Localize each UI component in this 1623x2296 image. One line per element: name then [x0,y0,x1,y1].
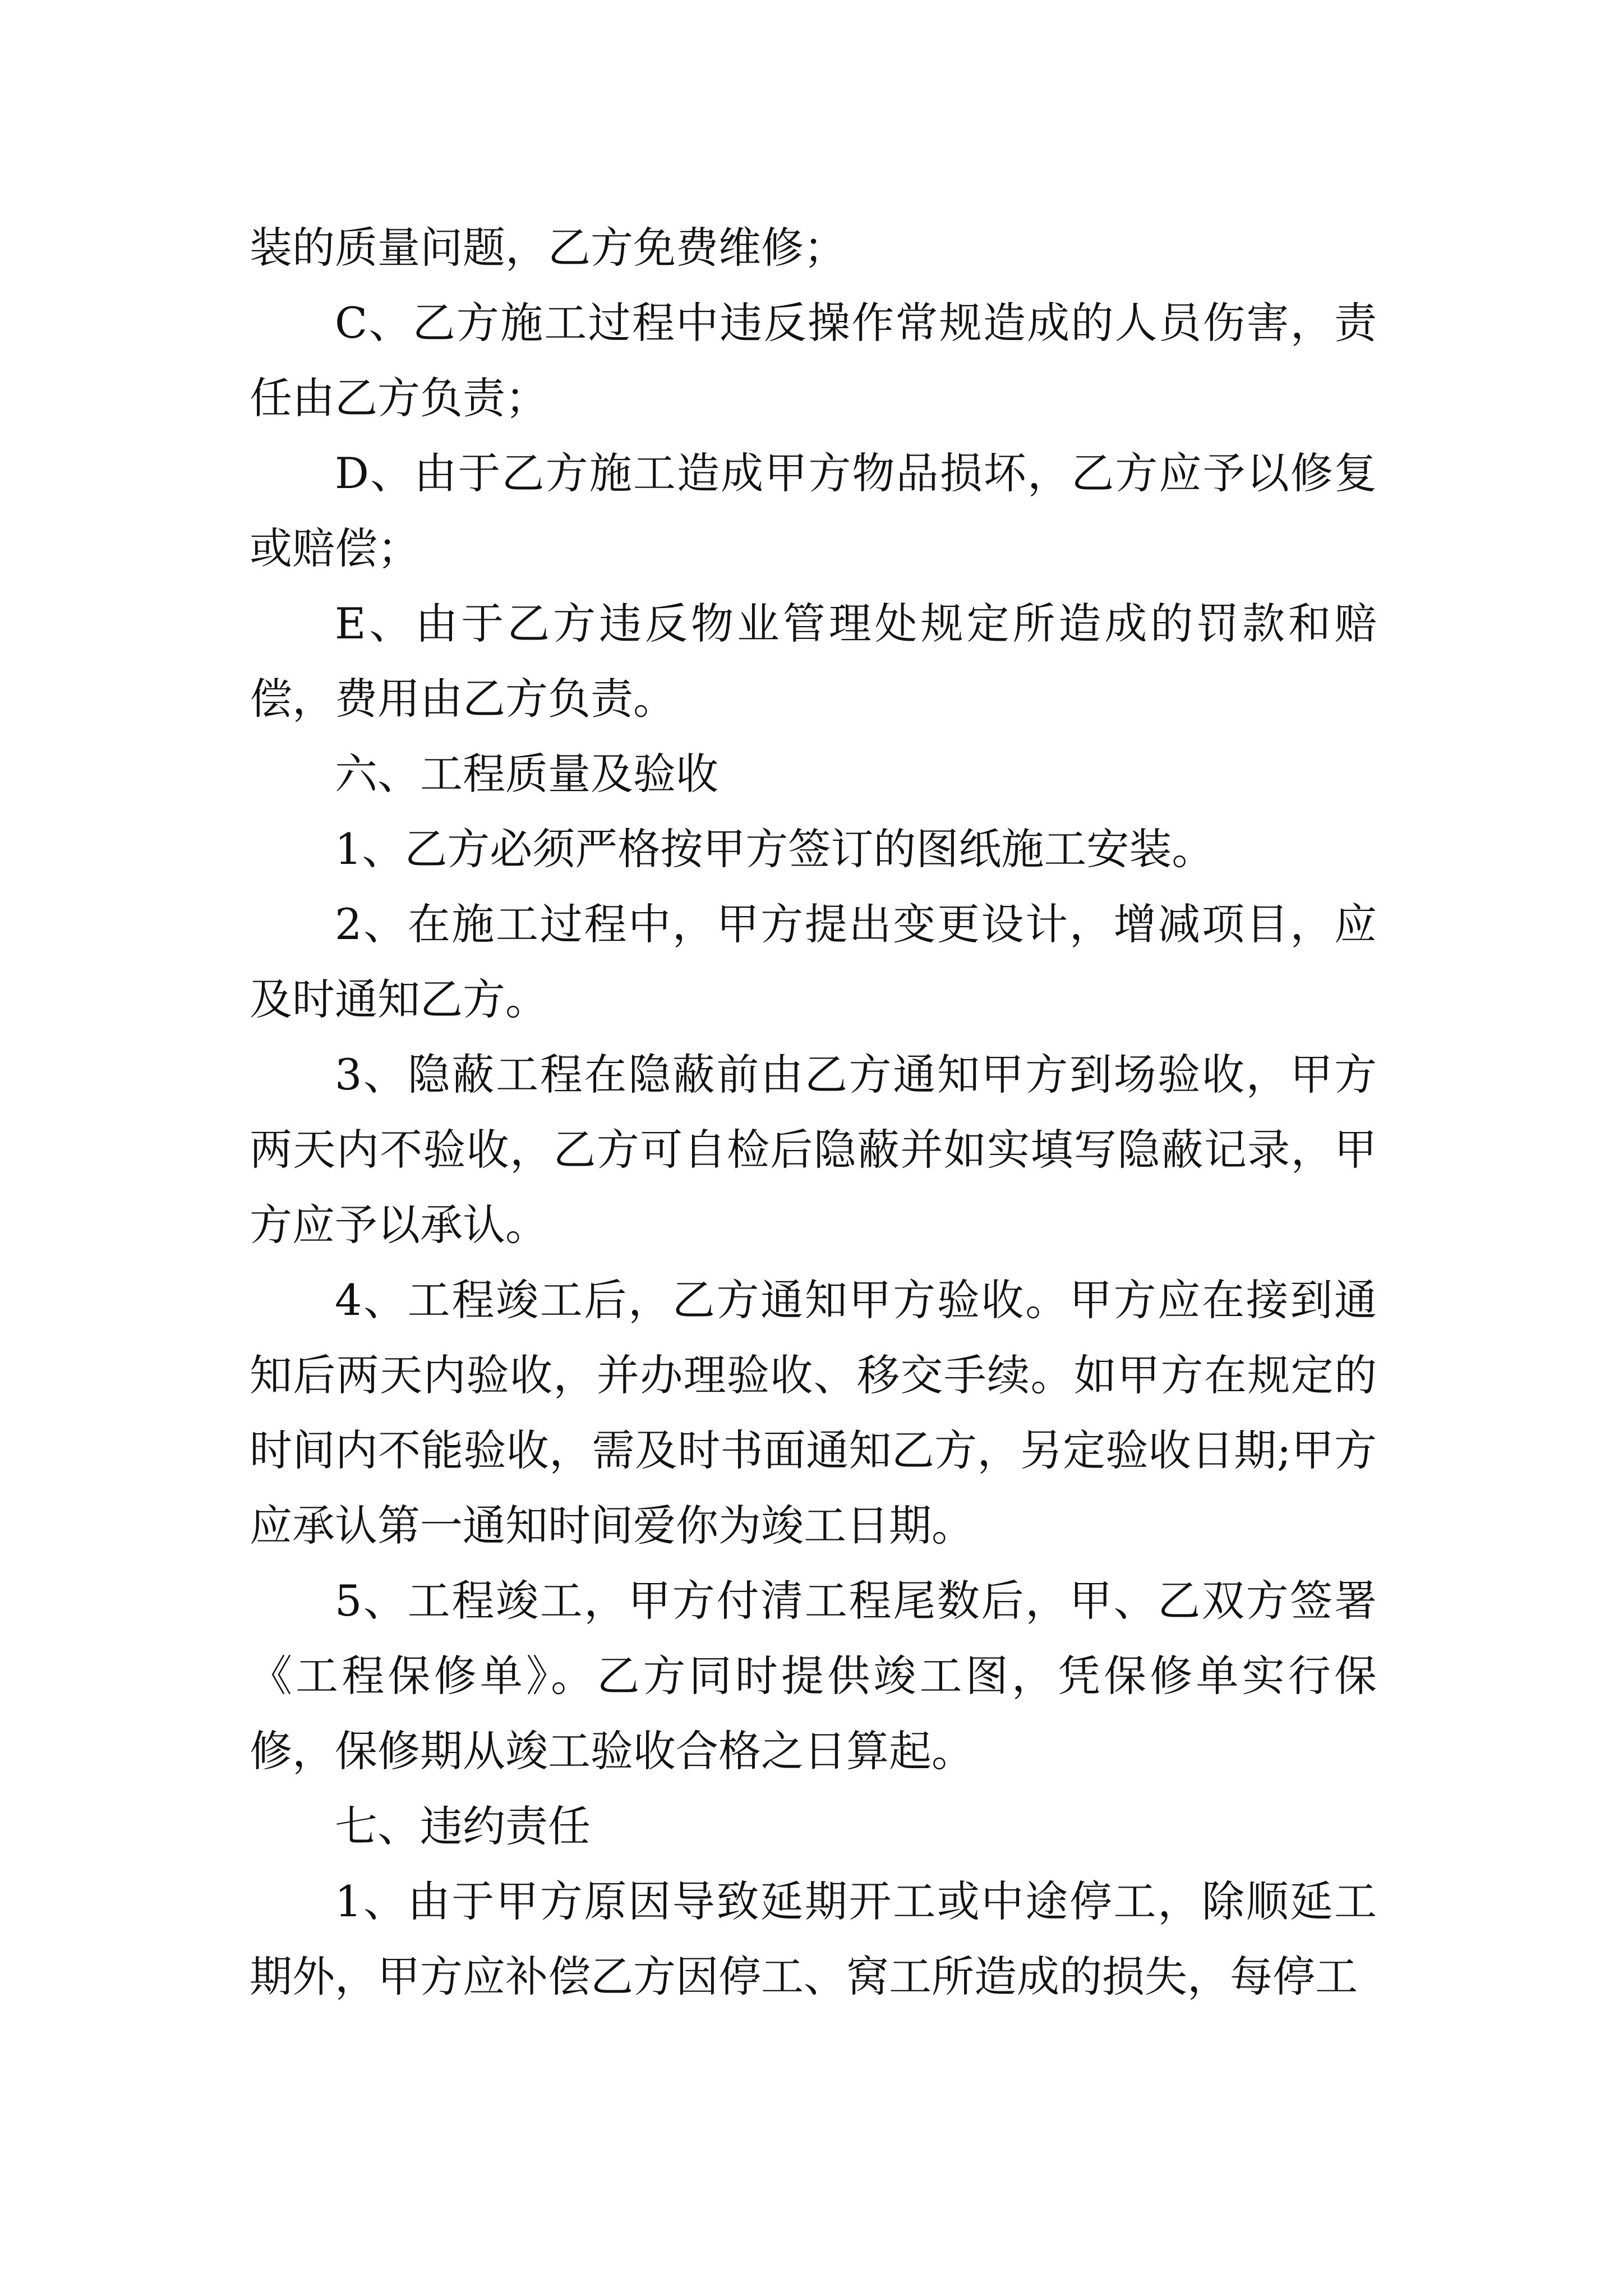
paragraph-item-5: 5、工程竣工，甲方付清工程尾数后，甲、乙双方签署《工程保修单》。乙方同时提供竣工图，凭保修单实行保修，保修期从竣工验收合格之日算起。 [250,1576,1377,1776]
section-heading-liability: 七、违约责任 [335,1801,591,1851]
paragraph-item-3: 3、隐蔽工程在隐蔽前由乙方通知甲方到场验收，甲方两天内不验收，乙方可自检后隐蔽并如实填写隐蔽记录，甲方应予以承认。 [250,1050,1377,1250]
paragraph-clause-c: C、乙方施工过程中违反操作常规造成的人员伤害，责任由乙方负责； [250,298,1377,423]
paragraph-clause-d: D、由于乙方施工造成甲方物品损坏，乙方应予以修复或赔偿； [250,448,1377,573]
paragraph-liability-item-1: 1、由于甲方原因导致延期开工或中途停工，除顺延工期外，甲方应补偿乙方因停工、窝工所造成的损失，每停工 [250,1876,1377,2001]
document-body [250,210,1377,2014]
paragraph-item-2: 2、在施工过程中，甲方提出变更设计，增减项目，应及时通知乙方。 [250,899,1377,1024]
paragraph-clause-e: E、由于乙方违反物业管理处规定所造成的罚款和赔偿，费用由乙方负责。 [250,599,1377,724]
paragraph-item-4: 4、工程竣工后，乙方通知甲方验收。甲方应在接到通知后两天内验收，并办理验收、移交手续。如甲方在规定的时间内不能验收，需及时书面通知乙方，另定验收日期;甲方应承认第一通知时间爱你为竣工日期。 [250,1275,1377,1550]
section-heading-quality-acceptance: 六、工程质量及验收 [335,749,718,799]
paragraph-quality-repair: 装的质量问题，乙方免费维修； [250,223,846,273]
paragraph-item-1: 1、乙方必须严格按甲方签订的图纸施工安装。 [335,824,1215,874]
